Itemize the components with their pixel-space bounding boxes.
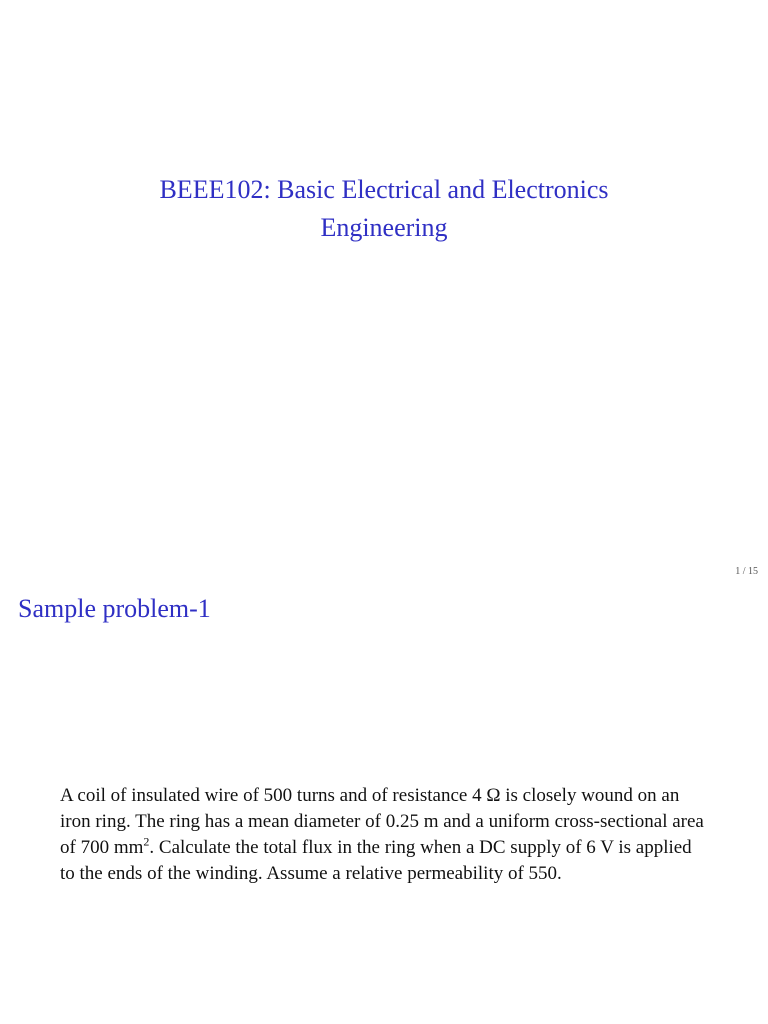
problem-text-part-2: . Calculate the total flux in the ring when a DC supply of 6 V is applied to the ends of the winding. Assume a relative permeability of 550. bbox=[60, 837, 692, 884]
problem-statement bbox=[60, 783, 710, 887]
course-title-line-2: Engineering bbox=[320, 213, 448, 242]
page-number: 1 / 15 bbox=[735, 566, 758, 577]
problem-slide bbox=[0, 580, 768, 1024]
frame-title: Sample problem-1 bbox=[18, 594, 211, 623]
superscript-squared: 2 bbox=[143, 834, 150, 849]
course-title-line-1: BEEE102: Basic Electrical and Electronics bbox=[159, 175, 609, 204]
problem-text-part-1: A coil of insulated wire of 500 turns and of resistance 4 Ω is closely wound on an iron ring. The ring has a mean diameter of 0.25 m and a uniform cross-sectional area of 700 mm bbox=[60, 785, 704, 858]
course-title bbox=[0, 171, 768, 247]
